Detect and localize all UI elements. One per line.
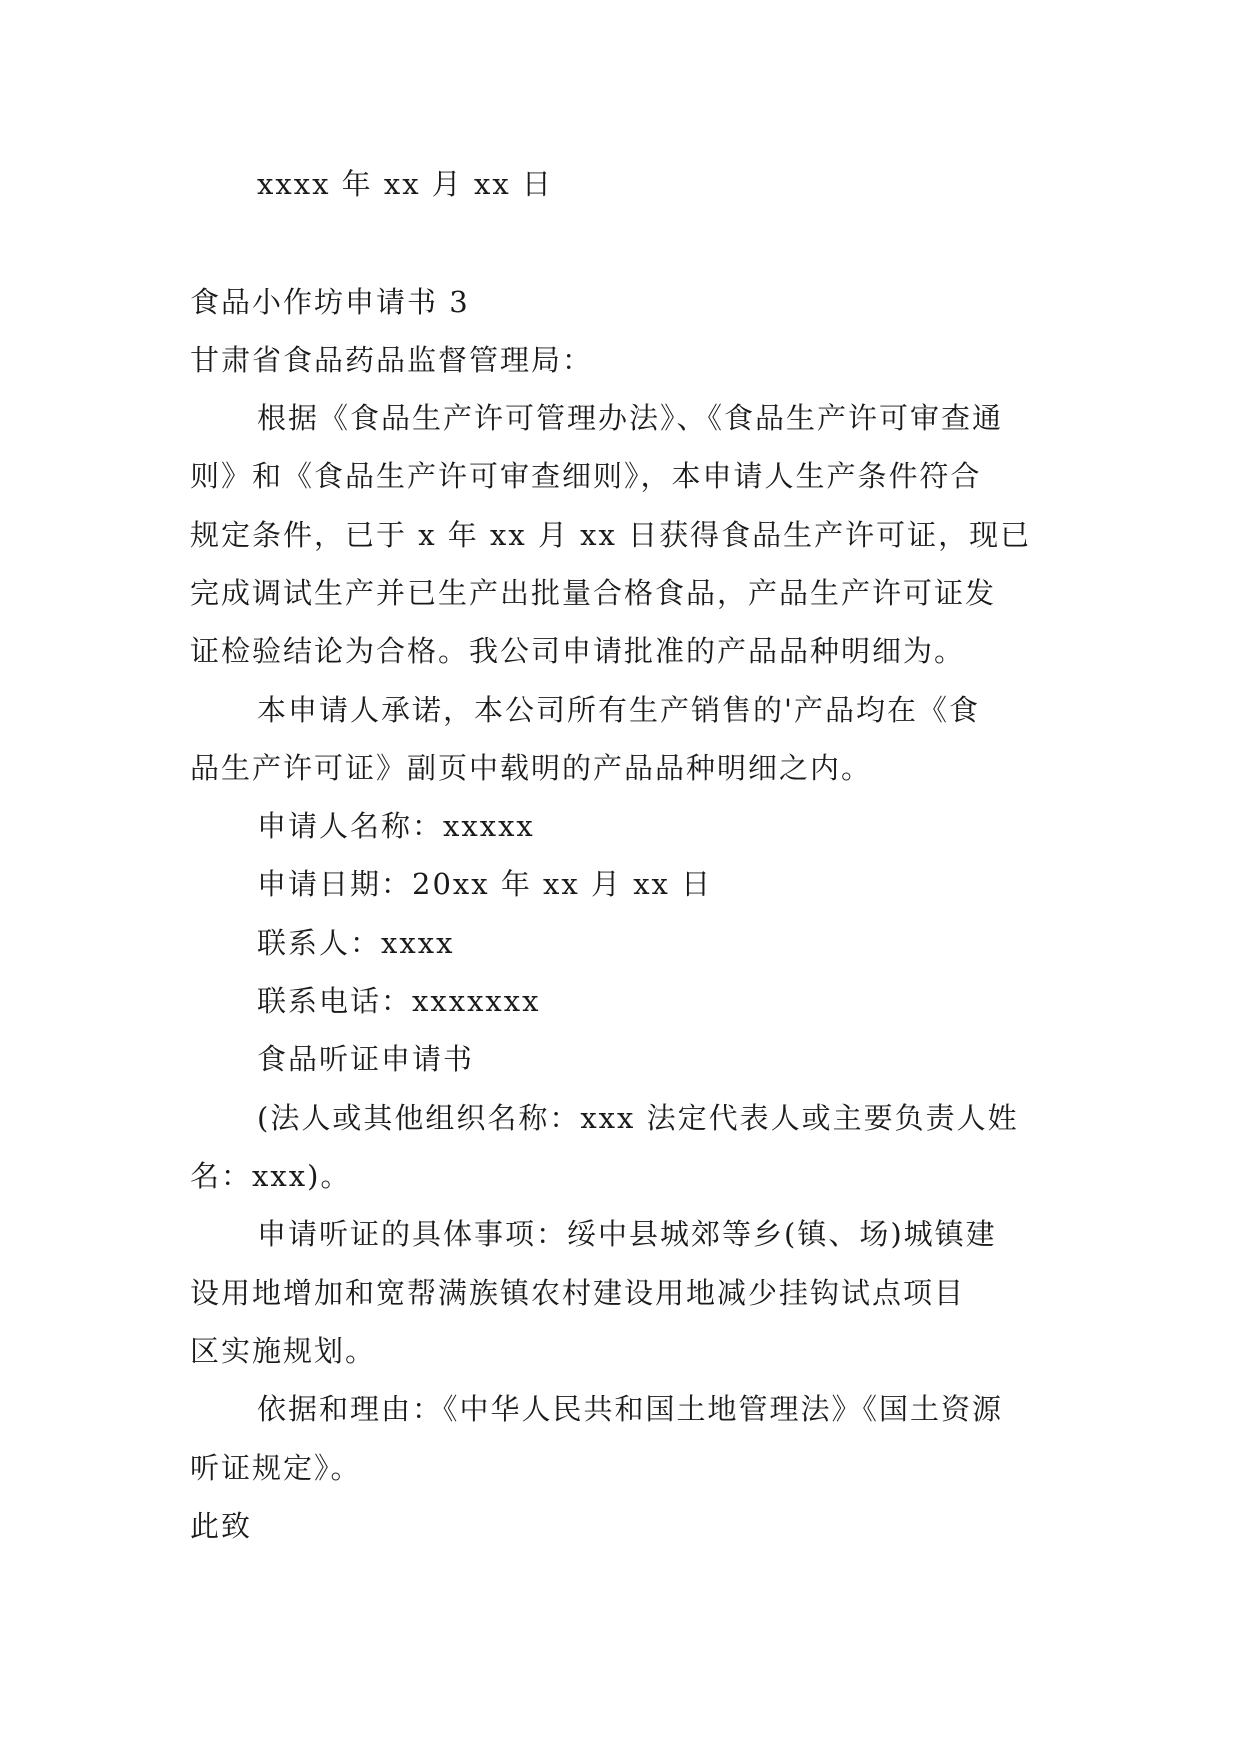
para5-line-1: 依据和理由：《中华人民共和国土地管理法》《国土资源 (257, 1392, 1004, 1426)
para3-line-2: 名：xxx)。 (190, 1159, 352, 1193)
para4-line-1: 申请听证的具体事项：绥中县城郊等乡(镇、场)城镇建 (257, 1217, 997, 1251)
para1-line-4: 完成调试生产并已生产出批量合格食品，产品生产许可证发 (190, 576, 997, 610)
applicant-name: 申请人名称：xxxxx (257, 809, 535, 843)
para1-line-1: 根据《食品生产许可管理办法》、《食品生产许可审查通 (257, 401, 1004, 435)
subtitle: 食品听证申请书 (257, 1042, 475, 1076)
apply-date: 申请日期：20xx 年 xx 月 xx 日 (257, 867, 713, 901)
para1-line-3: 规定条件，已于 x 年 xx 月 xx 日获得食品生产许可证，现已 (190, 518, 1032, 552)
date-line: xxxx 年 xx 月 xx 日 (257, 167, 553, 201)
para4-line-3: 区实施规划。 (190, 1334, 377, 1368)
contact-phone: 联系电话：xxxxxxx (257, 984, 541, 1018)
para2-line-1: 本申请人承诺，本公司所有生产销售的'产品均在《食 (257, 693, 980, 727)
para3-line-1: (法人或其他组织名称：xxx 法定代表人或主要负责人姓 (257, 1101, 1019, 1135)
para2-line-2: 品生产许可证》副页中载明的产品品种明细之内。 (190, 751, 873, 785)
document-title: 食品小作坊申请书 3 (190, 285, 470, 319)
closing: 此致 (190, 1509, 253, 1543)
para4-line-2: 设用地增加和宽帮满族镇农村建设用地减少挂钩试点项目 (190, 1276, 966, 1310)
para1-line-2: 则》和《食品生产许可审查细则》，本申请人生产条件符合 (190, 459, 982, 493)
contact-person: 联系人：xxxx (257, 926, 455, 960)
para1-line-5: 证检验结论为合格。我公司申请批准的产品品种明细为。 (190, 634, 966, 668)
para5-line-2: 听证规定》。 (190, 1451, 362, 1485)
addressee: 甘肃省食品药品监督管理局： (190, 343, 594, 377)
